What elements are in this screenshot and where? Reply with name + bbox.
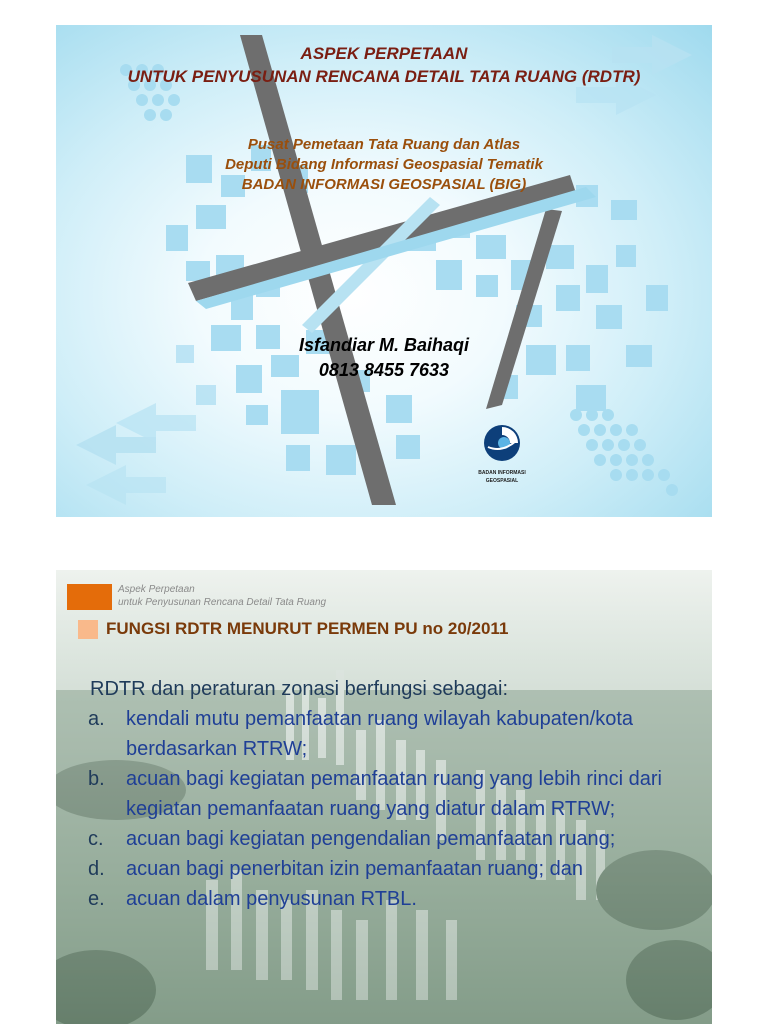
big-globe-logo-icon: [482, 423, 522, 463]
author-phone: 0813 8455 7633: [318, 360, 450, 380]
dot-pattern-bottom-right: [570, 409, 678, 496]
list-marker: d.: [88, 858, 105, 880]
slide2-header-line2: untuk Penyusunan Rencana Detail Tata Ruang: [118, 597, 327, 608]
city-map-illustration: [56, 25, 712, 517]
content-slide: [56, 570, 712, 1024]
road-lines: [188, 35, 596, 505]
slide2-header: [118, 583, 326, 609]
list-item-text: acuan bagi kegiatan pemanfaatan ruang yang lebih rinci dari kegiatan pemanfaatan ruang yang diatur dalam RTRW;: [126, 768, 662, 820]
slide2-header-line1: Aspek Perpetaan: [118, 584, 195, 595]
list-item: [88, 764, 688, 824]
slide1-title-line1: ASPEK PERPETAAN: [300, 44, 468, 63]
title-slide: [56, 25, 712, 517]
list-item: [88, 704, 688, 764]
list-item-text: acuan dalam penyusunan RTBL.: [126, 888, 417, 910]
big-logo: [472, 423, 532, 484]
list-marker: b.: [88, 768, 105, 790]
logo-caption-line2: GEOSPASIAL: [485, 478, 519, 484]
function-list: [88, 704, 688, 914]
list-item-text: kendali mutu pemanfaatan ruang wilayah kabupaten/kota berdasarkan RTRW;: [126, 708, 634, 760]
intro-text: RDTR dan peraturan zonasi berfungsi sebagai:: [90, 678, 509, 700]
header-accent-block: [67, 584, 112, 610]
list-marker: c.: [88, 828, 104, 850]
list-item: [88, 854, 688, 884]
slide1-title-line2: UNTUK PENYUSUNAN RENCANA DETAIL TATA RUANG (RDTR): [127, 67, 641, 86]
org-line1: Pusat Pemetaan Tata Ruang dan Atlas: [247, 136, 521, 153]
author-name: Isfandiar M. Baihaqi: [298, 335, 470, 355]
title-bullet-square: [78, 620, 98, 639]
slide2-title: FUNGSI RDTR MENURUT PERMEN PU no 20/2011: [106, 619, 509, 638]
list-item-text: acuan bagi kegiatan pengendalian pemanfaatan ruang;: [126, 828, 616, 850]
org-line2: Deputi Bidang Informasi Geospasial Tematik: [225, 156, 543, 173]
list-item: [88, 824, 688, 854]
org-line3: BADAN INFORMASI GEOSPASIAL (BIG): [241, 176, 527, 193]
list-item-text: acuan bagi penerbitan izin pemanfaatan ruang; dan: [126, 858, 584, 880]
list-item: [88, 884, 688, 914]
list-marker: e.: [88, 888, 105, 910]
list-marker: a.: [88, 708, 105, 730]
arrow-decoration-left: [76, 403, 196, 505]
logo-caption-line1: BADAN INFORMASI: [478, 470, 526, 476]
